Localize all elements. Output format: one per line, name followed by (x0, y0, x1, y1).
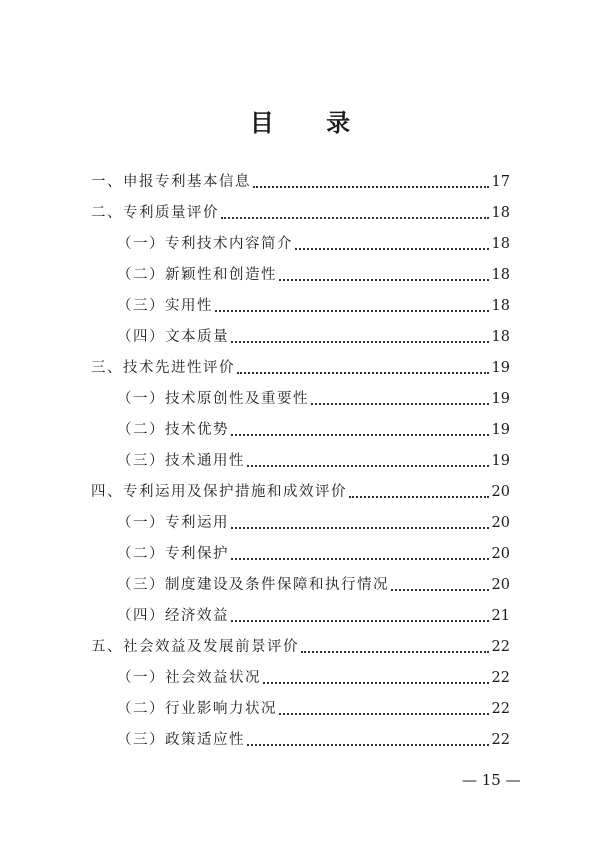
toc-entry-page: 18 (491, 267, 510, 283)
toc-entry-label: （二）技术优势 (117, 422, 229, 438)
toc-entry-label: 三、技术先进性评价 (91, 360, 235, 376)
toc-dot-leader (349, 496, 489, 498)
toc-dot-leader (391, 589, 489, 591)
toc-dot-leader (311, 403, 489, 405)
toc-entry-label: （一）专利技术内容简介 (117, 236, 293, 252)
toc-dot-leader (295, 248, 489, 250)
toc-entry[interactable] (91, 199, 510, 223)
toc-entry-page: 18 (491, 329, 510, 345)
toc-dot-leader (231, 341, 489, 343)
toc-entry-page: 21 (491, 608, 510, 624)
toc-dot-leader (231, 434, 489, 436)
toc-entry[interactable] (117, 664, 510, 688)
toc-entry-page: 22 (491, 639, 510, 655)
toc-dot-leader (247, 744, 489, 746)
toc-entry-label: （二）新颖性和创造性 (117, 267, 277, 283)
toc-entry-label: （四）经济效益 (117, 608, 229, 624)
toc-entry-label: （三）技术通用性 (117, 453, 245, 469)
toc-entry-label: （三）政策适应性 (117, 732, 245, 748)
toc-entry-label: （三）实用性 (117, 298, 213, 314)
toc-entry-label: 二、专利质量评价 (91, 205, 219, 221)
toc-dot-leader (279, 713, 489, 715)
toc-entry[interactable] (117, 447, 510, 471)
toc-dot-leader (215, 310, 489, 312)
toc-entry[interactable] (117, 323, 510, 347)
toc-entry[interactable] (91, 478, 510, 502)
toc-dot-leader (231, 620, 489, 622)
toc-entry-page: 22 (491, 732, 510, 748)
toc-entry-page: 20 (491, 577, 510, 593)
toc-entry-page: 18 (491, 236, 510, 252)
toc-dot-leader (237, 372, 489, 374)
toc-dot-leader (301, 651, 489, 653)
toc-dot-leader (263, 682, 489, 684)
toc-entry-page: 18 (491, 205, 510, 221)
toc-entry[interactable] (117, 571, 510, 595)
toc-entry-page: 20 (491, 546, 510, 562)
toc-dot-leader (253, 186, 489, 188)
toc-entry[interactable] (91, 633, 510, 657)
toc-entry-page: 22 (491, 670, 510, 686)
toc-entry-page: 19 (491, 360, 510, 376)
toc-entry-label: （四）文本质量 (117, 329, 229, 345)
toc-dot-leader (231, 527, 489, 529)
toc-entry[interactable] (117, 726, 510, 750)
toc-entry-page: 22 (491, 701, 510, 717)
toc-dot-leader (221, 217, 489, 219)
toc-entry-page: 19 (491, 422, 510, 438)
toc-entry[interactable] (117, 261, 510, 285)
toc-entry[interactable] (117, 385, 510, 409)
toc-entry-page: 19 (491, 391, 510, 407)
toc-entry-page: 20 (491, 484, 510, 500)
toc-dot-leader (279, 279, 489, 281)
toc-entry-page: 19 (491, 453, 510, 469)
toc-entry-label: 五、社会效益及发展前景评价 (91, 639, 299, 655)
toc-entry[interactable] (91, 354, 510, 378)
toc-dot-leader (247, 465, 489, 467)
toc-entry[interactable] (117, 602, 510, 626)
toc-entry-label: （一）技术原创性及重要性 (117, 391, 309, 407)
toc-entry-label: （一）社会效益状况 (117, 670, 261, 686)
toc-entry[interactable] (117, 230, 510, 254)
toc-entry-page: 17 (491, 174, 510, 190)
toc-entry-label: （一）专利运用 (117, 515, 229, 531)
toc-entry-label: 四、专利运用及保护措施和成效评价 (91, 484, 347, 500)
toc-entry-page: 18 (491, 298, 510, 314)
toc-entry-label: （二）行业影响力状况 (117, 701, 277, 717)
toc-entry[interactable] (91, 168, 510, 192)
page-title: 目 录 (249, 109, 373, 137)
toc-dot-leader (231, 558, 489, 560)
toc-entry-label: （三）制度建设及条件保障和执行情况 (117, 577, 389, 593)
toc-entry[interactable] (117, 416, 510, 440)
toc-entry[interactable] (117, 292, 510, 316)
page-number-footer: — 15 — (462, 771, 521, 789)
toc-entry[interactable] (117, 695, 510, 719)
toc-entry[interactable] (117, 540, 510, 564)
toc-entry-page: 20 (491, 515, 510, 531)
toc-entry-label: 一、申报专利基本信息 (91, 174, 251, 190)
toc-entry-label: （二）专利保护 (117, 546, 229, 562)
toc-entry[interactable] (117, 509, 510, 533)
